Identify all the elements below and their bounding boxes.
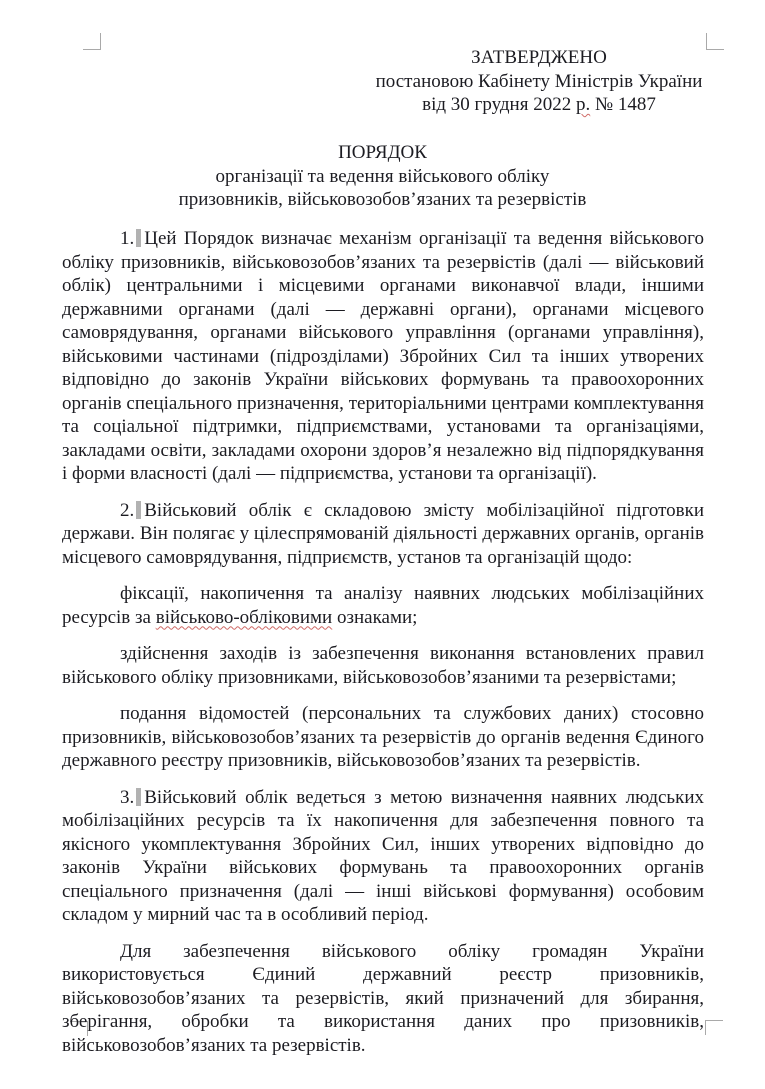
title-line-2: організації та ведення військового обліку xyxy=(215,165,550,187)
paragraph-text: ознаками; xyxy=(332,606,418,628)
spellcheck-word: військово-обліковими xyxy=(155,606,333,628)
document-body xyxy=(62,227,704,1070)
approval-line-authority: постановою Кабінету Міністрів України xyxy=(375,70,703,92)
crop-mark-top-right-icon xyxy=(706,33,724,50)
paragraph-text: Цей Порядок визначає механізм організації та ведення військового обліку призовників, військовозобов’язаних та резервістів (далі — військовий облік) центральними і місцевими органами виконавчої влади, іншими державними органами (далі — державні органи), органами місцевого самоврядування, органами військового управління (органами управління), військовими частинами (підрозділами) Збройних Сил та інших утворених відповідно до законів України військових формувань та правоохоронних органів спеціального призначення, територіальними центрами комплектування та соціальної підтримки, підприємствами, установами та організаціями, закладами освіти, закладами охорони здоров’я незалежно від підпорядкування і форми власності (далі — підприємства, установи та організації). xyxy=(62,228,704,484)
paragraph-text: Військовий облік є складовою змісту мобілізаційної підготовки держави. Він полягає у цілеспрямованій діяльності державних органів, органів місцевого самоврядування, підприємств, установ та організацій щодо: xyxy=(62,499,704,568)
highlighted-space xyxy=(136,788,141,806)
crop-mark-top-left-icon xyxy=(83,33,101,50)
paragraph-2 xyxy=(62,499,704,570)
highlighted-space xyxy=(136,229,141,247)
approval-line-approved: ЗАТВЕРДЖЕНО xyxy=(471,47,607,68)
document-title xyxy=(0,141,765,212)
paragraph-number: 2. xyxy=(120,499,135,521)
title-line-3: призовників, військовозобов’язаних та резервістів xyxy=(178,189,587,210)
paragraph-number: 3. xyxy=(120,786,135,808)
approval-date-suffix: № 1487 xyxy=(590,94,656,115)
paragraph-1 xyxy=(62,227,704,486)
crop-mark-bottom-right-icon xyxy=(705,1020,723,1035)
paragraph-3 xyxy=(62,786,704,927)
paragraph-2-item-2: здійснення заходів із забезпечення виконання встановлених правил військового обліку призовниками, військовозобов’язаними та резервістами; xyxy=(62,643,704,688)
approval-block xyxy=(370,46,708,117)
approval-date-prefix: від 30 грудня 2022 xyxy=(422,94,576,115)
highlighted-space xyxy=(136,501,141,519)
paragraph-text: фіксації, накопичення та аналізу наявних людських мобілізаційних ресурсів за xyxy=(62,583,704,628)
paragraph-2-item-3: подання відомостей (персональних та службових даних) стосовно призовників, військовозобов’язаних та резервістів до органів ведення Єдиного державного реєстру призовників, військовозобов’язаних та резервістів. xyxy=(62,703,704,771)
title-word-poriadok: ПОРЯДОК xyxy=(338,142,427,163)
paragraph-4: Для забезпечення військового обліку громадян України використовується Єдиний державний реєстр призовників, військовозобов’язаних та резервістів, який призначений для збирання, зберігання, обробки та використання даних про призовників, військовозобов’язаних та резервістів. xyxy=(62,940,704,1056)
spellcheck-word: р. xyxy=(575,94,591,115)
approval-line-date xyxy=(370,93,708,117)
paragraph-2-item-1 xyxy=(62,582,704,629)
paragraph-number: 1. xyxy=(120,228,135,249)
paragraph-text: Військовий облік ведеться з метою визначення наявних людських мобілізаційних ресурсів та їх накопичення для забезпечення повного та якісного укомплектування Збройних Сил, інших утворених відповідно до законів України військових формувань та правоохоронних органів спеціального призначення (далі — інші військові формування) особовим складом у мирний час та в особливий період. xyxy=(62,786,704,925)
